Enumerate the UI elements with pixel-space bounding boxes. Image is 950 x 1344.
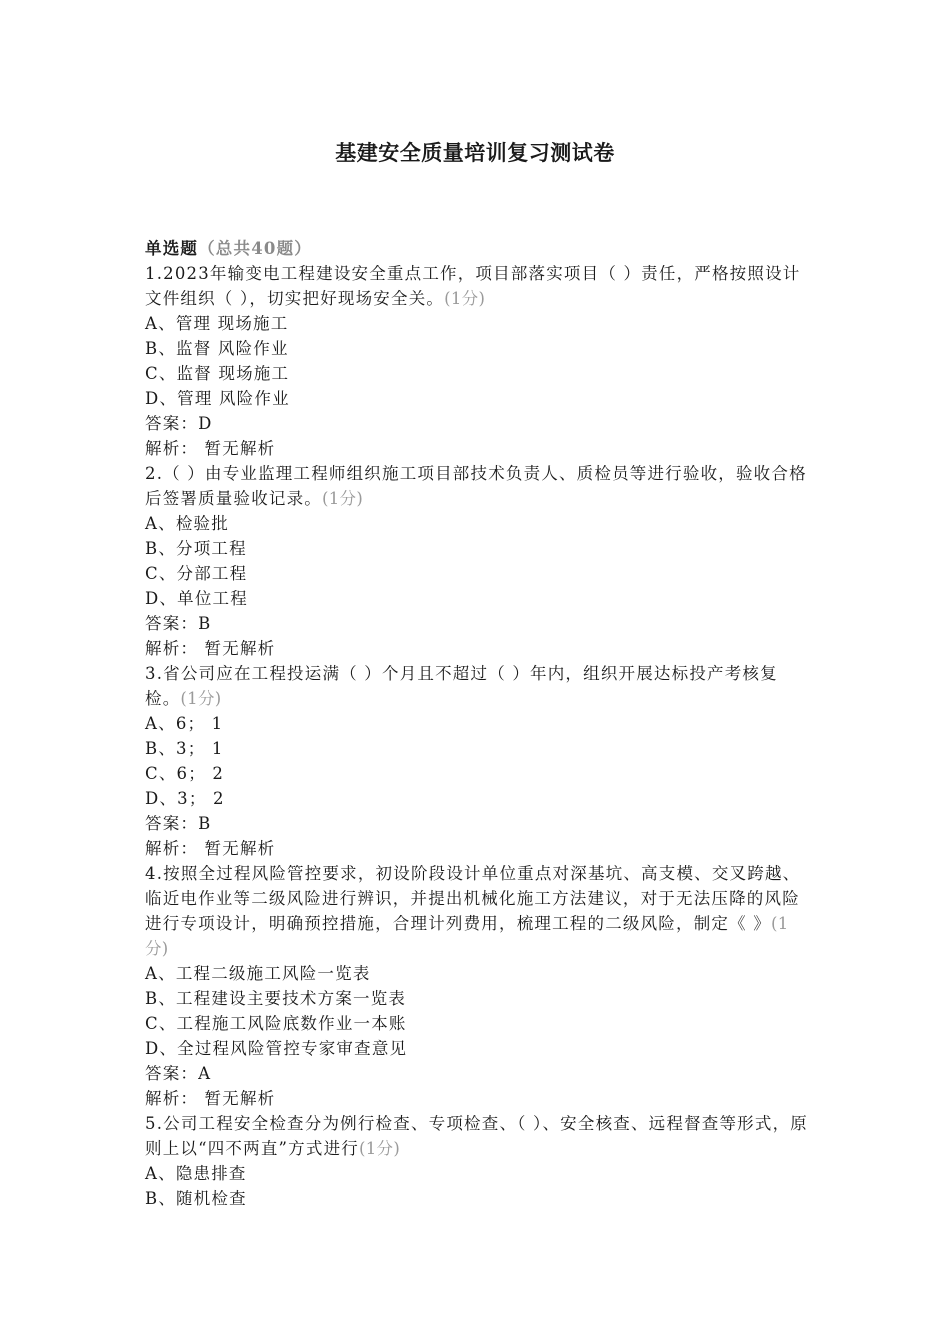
analysis: 解析： 暂无解析 (145, 1089, 276, 1108)
option-b: B、随机检查 (145, 1189, 247, 1208)
question-list (145, 236, 810, 1211)
answer: 答案：B (145, 814, 212, 833)
question-score: (1分) (444, 289, 486, 308)
question-item (145, 661, 810, 861)
question-stem (145, 461, 810, 511)
option-b: B、监督 风险作业 (145, 339, 289, 358)
question-score: (1分) (358, 1139, 401, 1158)
question-text: 3.省公司应在工程投运满（ ）个月且不超过（ ）年内，组织开展达标投产考核复检。 (145, 664, 778, 708)
question-item (145, 261, 810, 461)
option-a: A、管理 现场施工 (145, 314, 289, 333)
option-a: A、隐患排查 (145, 1164, 247, 1183)
answer: 答案：D (145, 414, 213, 433)
question-text: 4.按照全过程风险管控要求，初设阶段设计单位重点对深基坑、高支模、交叉跨越、临近电作业等二级风险进行辨识，并提出机械化施工方法建议，对于无法压降的风险进行专项设计，明确预控措施，合理计列费用，梳理工程的二级风险，制定《 》 (145, 864, 801, 933)
option-c: C、6； 2 (145, 764, 225, 783)
question-stem (145, 661, 810, 711)
analysis: 解析： 暂无解析 (145, 439, 276, 458)
section-count: （总共40题） (198, 239, 312, 258)
section-label: 单选题 (145, 239, 199, 258)
question-text: 1.2023年输变电工程建设安全重点工作，项目部落实项目（ ）责任，严格按照设计文件组织（ ），切实把好现场安全关。 (145, 264, 801, 308)
option-c: C、分部工程 (145, 564, 248, 583)
question-stem (145, 1111, 810, 1161)
option-b: B、工程建设主要技术方案一览表 (145, 989, 407, 1008)
section-heading (145, 236, 810, 261)
question-stem (145, 861, 810, 961)
option-d: D、单位工程 (145, 589, 248, 608)
question-item (145, 861, 810, 1111)
answer: 答案：B (145, 614, 212, 633)
option-b: B、分项工程 (145, 539, 247, 558)
option-d: D、3； 2 (145, 789, 225, 808)
question-item (145, 1111, 810, 1211)
question-score: (1分) (322, 489, 364, 508)
question-text: 5.公司工程安全检查分为例行检查、专项检查、（ ）、安全核查、远程督查等形式，原则上以“四不两直”方式进行 (145, 1114, 808, 1158)
document-title: 基建安全质量培训复习测试卷 (335, 140, 615, 165)
option-b: B、3； 1 (145, 739, 224, 758)
option-d: D、全过程风险管控专家审查意见 (145, 1039, 408, 1058)
option-a: A、检验批 (145, 514, 229, 533)
question-score: (1分) (145, 914, 789, 958)
option-c: C、监督 现场施工 (145, 364, 290, 383)
analysis: 解析： 暂无解析 (145, 839, 276, 858)
option-c: C、工程施工风险底数作业一本账 (145, 1014, 407, 1033)
question-item (145, 461, 810, 661)
answer: 答案：A (145, 1064, 212, 1083)
analysis: 解析： 暂无解析 (145, 639, 276, 658)
question-score: (1分) (180, 689, 222, 708)
option-a: A、工程二级施工风险一览表 (145, 964, 371, 983)
question-text: 2.（ ）由专业监理工程师组织施工项目部技术负责人、质检员等进行验收，验收合格后签署质量验收记录。 (145, 464, 807, 508)
question-stem (145, 261, 810, 311)
option-a: A、6； 1 (145, 714, 224, 733)
option-d: D、管理 风险作业 (145, 389, 290, 408)
